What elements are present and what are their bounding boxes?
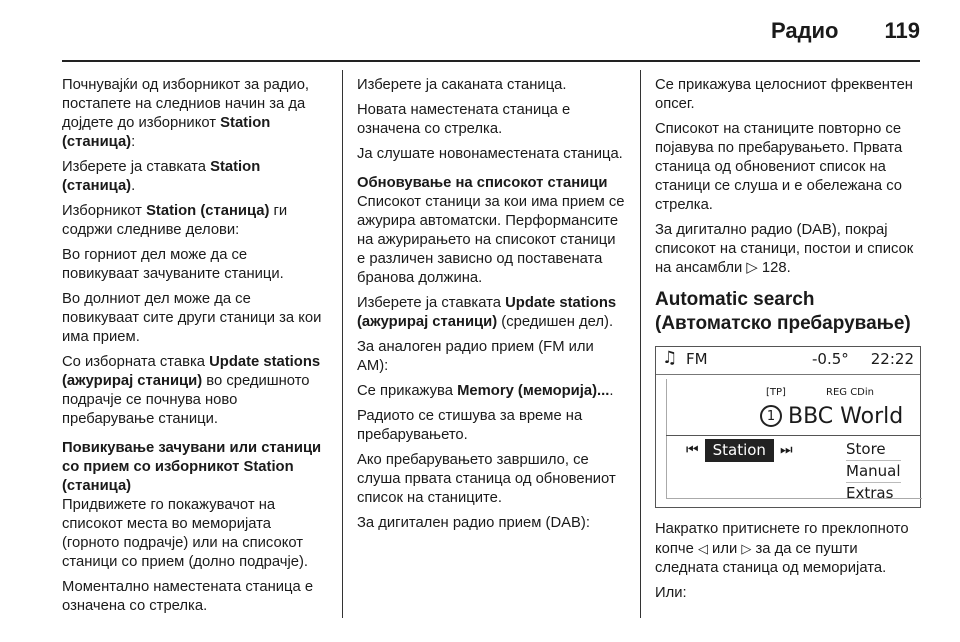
paragraph: Списокот станици за кои има прием се ажурира автоматски. Перформансите на ажурирањето на списокот станици е различен зависно од поставената бранова должина. <box>357 194 625 286</box>
page-number: 119 <box>884 18 920 43</box>
paragraph: Изберете ја ставката Station (станица). <box>62 159 261 194</box>
menu-item-manual[interactable]: Manual <box>846 461 901 483</box>
seek-back-icon[interactable]: ⏮ <box>686 442 699 458</box>
column-divider-2 <box>640 70 641 618</box>
column-divider-1 <box>342 70 343 618</box>
subheading: Повикување зачувани или станици со прием со изборникот Station (станица) <box>62 440 322 494</box>
clock-label: 22:22 <box>870 350 914 368</box>
page-header <box>771 18 920 44</box>
section-title: Радио <box>770 18 839 43</box>
column-2 <box>357 76 625 539</box>
paragraph: Радиото се стишува за време на пребарувањето. <box>357 408 583 443</box>
left-triangle-icon: ◁ <box>697 541 708 556</box>
paragraph: Придвижете го покажувачот на списокот места во меморијата (горното подрачје) или на списокот станици со прием (долно подрачје). <box>62 497 309 570</box>
radio-screen <box>655 346 921 508</box>
paragraph: Моментално наместената станица е означена со стрелка. <box>62 579 314 614</box>
page-ref: 128 <box>761 260 787 276</box>
paragraph: Се прикажува Memory (меморија).... <box>357 383 614 399</box>
paragraph: Накратко притиснете го преклопното копче ◁ или ▷ за да се пушти следната станица од меморијата. <box>655 521 909 576</box>
paragraph: За аналоген радио прием (FM или AM): <box>357 339 594 374</box>
section-heading: Automatic search (Автоматско пребарување) <box>655 289 911 334</box>
paragraph: Списокот на станиците повторно се појавува по пребарувањето. Првата станица од обновениот список на станици се слуша и е обележана со стрелка. <box>655 121 903 213</box>
reg-tag: REG CDin <box>826 387 874 398</box>
screen-divider <box>666 435 920 436</box>
paragraph: Новата наместената станица е означена со стрелка. <box>357 102 571 137</box>
column-1 <box>62 76 327 622</box>
paragraph: Ако пребарувањето завршило, се слуша првата станица од обновениот список на станиците. <box>357 452 616 506</box>
paragraph: Во долниот дел може да се повикуваат сите други станици за кои има прием. <box>62 291 322 345</box>
paragraph: Ја слушате новонаместената станица. <box>357 146 623 162</box>
seek-forward-icon[interactable]: ⏭ <box>779 442 793 458</box>
preset-number: 1 <box>760 405 782 427</box>
band-label: FM <box>686 350 708 368</box>
paragraph: Изборникот Station (станица) ги содржи следниве делови: <box>62 203 288 238</box>
subheading: Обновување на списокот станици <box>357 175 608 191</box>
right-triangle-icon: ▷ <box>741 541 752 556</box>
page-ref-icon: ▷ <box>746 260 758 276</box>
temperature-label: -0.5° <box>812 350 849 368</box>
paragraph: За дигитален радио прием (DAB): <box>357 515 590 531</box>
paragraph: За дигитално радио (DAB), покрај списокот на станици, постои и список на ансамбли ▷ 128. <box>655 222 914 276</box>
station-display <box>760 405 903 427</box>
menu-item-extras[interactable]: Extras <box>846 484 894 502</box>
tp-tag: [TP] <box>766 387 786 398</box>
screen-menu <box>846 439 901 504</box>
seek-controls <box>686 439 793 462</box>
paragraph: Изберете ја ставката Update stations (ажурирај станици) (средишен дел). <box>357 295 617 330</box>
paragraph: Се прикажува целосниот фреквентен опсег. <box>655 77 913 112</box>
paragraph: Или: <box>655 585 687 601</box>
paragraph: Почнувајќи од изборникот за радио, постапете на следниов начин за да дојдете до изборникот Station (станица): <box>62 77 310 150</box>
station-name: BBC World <box>788 403 904 429</box>
column-3 <box>655 76 923 609</box>
screen-separator <box>656 374 920 375</box>
screen-status-bar <box>656 347 920 373</box>
paragraph: Со изборната ставка Update stations (ажурирај станици) во средишното подрачје се почнува ново пребарување станици. <box>62 354 321 427</box>
music-note-icon: ♫ <box>662 348 678 368</box>
menu-item-store[interactable]: Store <box>846 439 901 461</box>
paragraph: Изберете ја саканата станица. <box>357 77 567 93</box>
station-button[interactable]: Station <box>705 439 774 462</box>
paragraph: Во горниот дел може да се повикуваат зачуваните станици. <box>62 247 284 282</box>
header-rule <box>62 60 920 62</box>
